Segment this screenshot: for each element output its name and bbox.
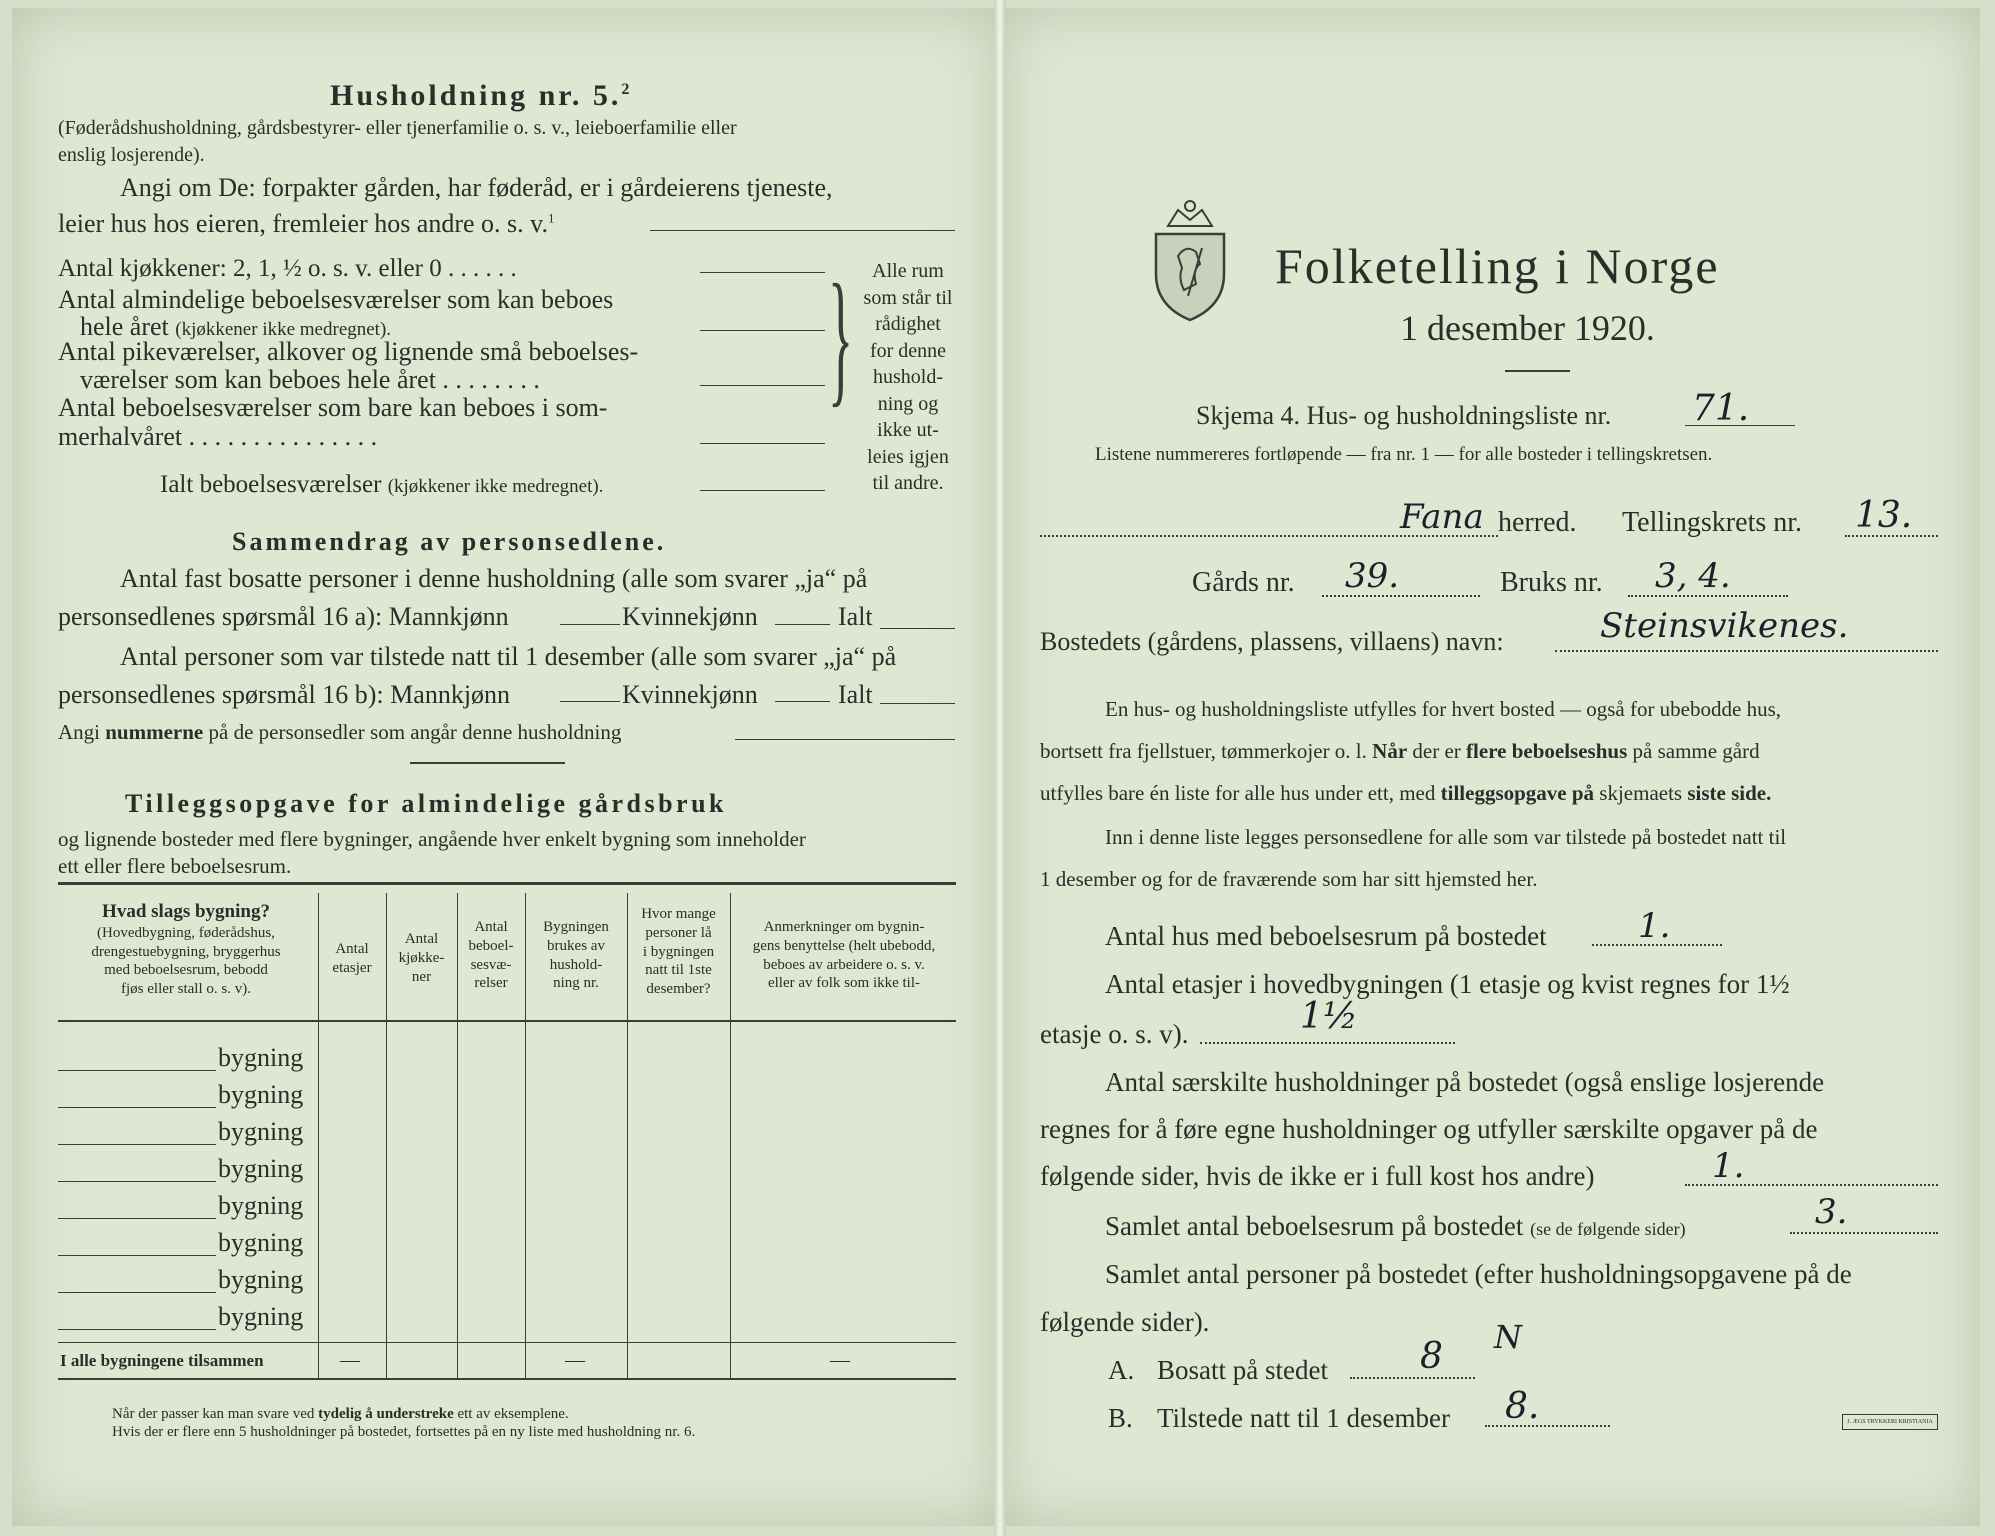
a-value[interactable]: 8 <box>1420 1336 1443 1377</box>
side-note-line: ikke ut- <box>877 419 939 441</box>
instr-bold: siste side. <box>1687 781 1772 805</box>
col-header-line: fjøs eller stall o. s. v). <box>121 981 251 997</box>
instructions-line2 <box>1040 740 1760 762</box>
alm-line2-small: (kjøkkener ikke medregnet). <box>175 319 392 340</box>
fast-line2: personsedlenes spørsmål 16 a): Mannkjønn <box>58 602 509 631</box>
antal-hus-label: Antal hus med beboelsesrum på bostedet <box>1105 921 1547 951</box>
side-note-brace: } <box>828 254 854 420</box>
samlet-rum-value[interactable]: 3. <box>1815 1192 1848 1232</box>
household-title <box>330 80 632 112</box>
skjema-label: Skjema 4. Hus- og husholdningsliste nr. <box>1196 401 1612 430</box>
gards-value[interactable]: 39. <box>1345 556 1400 596</box>
side-note-line: rådighet <box>875 313 941 335</box>
saerskilte-line3: følgende sider, hvis de ikke er i full kost hos andre) <box>1040 1161 1595 1191</box>
bruks-value[interactable]: 3, 4. <box>1655 556 1731 596</box>
tillegg-line1: og lignende bosteder med flere bygninger, angående hver enkelt bygning som inneholder <box>58 827 806 851</box>
b-label: B. <box>1108 1403 1133 1433</box>
antal-hus-value[interactable]: 1. <box>1638 906 1671 946</box>
kjokkener-answer-line[interactable] <box>700 272 825 273</box>
col-header-line: (Hovedbygning, føderådshus, <box>97 924 275 941</box>
table-header-rule <box>58 1020 956 1022</box>
table-row <box>58 1151 956 1188</box>
col-header-line: beboel- <box>468 937 514 954</box>
instr-bold: tilleggsopgave på <box>1440 781 1595 805</box>
tilstede-mann-answer[interactable] <box>560 701 620 702</box>
right-page <box>1000 8 1980 1526</box>
row-name-line[interactable] <box>58 1181 216 1182</box>
side-note-line: til andre. <box>872 472 944 494</box>
samlet-pers-line1: Samlet antal personer på bostedet (efter husholdningsopgavene på de <box>1105 1259 1852 1289</box>
alm-line1: Antal almindelige beboelsesværelser som kan beboes <box>58 285 614 314</box>
row-name-line[interactable] <box>58 1292 216 1293</box>
col-header-line: kjøkke- <box>398 949 445 966</box>
bosted-label: Bostedets (gårdens, plassens, villaens) navn: <box>1040 627 1504 656</box>
alm-line2-text: hele året <box>80 312 169 341</box>
side-note-line: hushold- <box>873 366 943 388</box>
col-header-line: etasjer <box>332 959 372 976</box>
angi-answer-line[interactable] <box>650 230 955 231</box>
saerskilte-line1: Antal særskilte husholdninger på bostedet (også enslige losjerende <box>1105 1067 1825 1097</box>
side-note-line: leies igjen <box>867 445 949 468</box>
etasjer-answer-line[interactable] <box>1200 1042 1455 1044</box>
alm-answer-line[interactable] <box>700 330 825 331</box>
row-name-line[interactable] <box>58 1144 216 1145</box>
tellingskrets-label: Tellingskrets nr. <box>1622 507 1803 538</box>
samlet-rum-small: (se de følgende sider) <box>1530 1219 1686 1239</box>
etasjer-line1: Antal etasjer i hovedbygningen (1 etasje og kvist regnes for 1½ <box>1105 969 1790 999</box>
row-label: bygning <box>218 1154 304 1183</box>
table-row <box>58 1040 956 1077</box>
total-dash-anmerkninger: — <box>830 1349 850 1371</box>
pike-line1: Antal pikeværelser, alkover og lignende små beboelses- <box>58 337 639 366</box>
fast-kvinne-label: Kvinnekjønn <box>622 602 758 631</box>
norway-coat-of-arms-icon <box>1148 196 1232 324</box>
nummerne-bold: nummerne <box>105 720 204 744</box>
col-header-line: i bygningen <box>642 943 715 960</box>
fast-mann-answer[interactable] <box>560 624 620 625</box>
side-note-line: for denne <box>869 339 947 362</box>
col-header-line: Antal <box>474 919 508 935</box>
col-header-line: Hvor mange <box>641 906 716 922</box>
gards-label: Gårds nr. <box>1192 567 1295 598</box>
instructions-line3 <box>1040 782 1771 804</box>
pike-line2: værelser som kan beboes hele året . . . . . . . . <box>80 365 540 394</box>
printer-stamp <box>1842 1414 1938 1430</box>
col-header-anmerkninger <box>733 918 955 993</box>
bosted-value[interactable]: Steinsvikenes. <box>1600 606 1849 646</box>
angi-line2-text: leier hus hos eieren, fremleier hos andre o. s. v. <box>58 209 548 238</box>
ialt-rum-small: (kjøkkener ikke medregnet). <box>387 476 604 497</box>
row-name-line[interactable] <box>58 1070 216 1071</box>
table-bottom-rule <box>58 1378 956 1380</box>
table-row <box>58 1188 956 1225</box>
row-name-line[interactable] <box>58 1329 216 1330</box>
listene-note: Listene nummereres fortløpende — fra nr. 1 — for alle bosteder i tellingskretsen. <box>1095 444 1713 465</box>
footnote-pre: Når der passer kan man svare ved <box>112 1406 319 1422</box>
col-header-line: Antal <box>335 941 369 957</box>
samlet-pers-line2: følgende sider). <box>1040 1307 1210 1337</box>
table-row <box>58 1299 956 1336</box>
nummerne-pre: Angi <box>58 720 106 744</box>
census-date: 1 desember 1920. <box>1400 308 1655 348</box>
a-text: Bosatt på stedet <box>1157 1355 1328 1385</box>
bosted-answer-line[interactable] <box>1555 650 1938 652</box>
instr-text: på samme gård <box>1627 739 1760 763</box>
tillegg-line2: ett eller flere beboelsesrum. <box>58 854 292 878</box>
b-text: Tilstede natt til 1 desember <box>1157 1403 1450 1433</box>
tilstede-kvinne-label: Kvinnekjønn <box>622 680 758 709</box>
col-header-line: Anmerkninger om bygnin- <box>763 919 925 935</box>
footnote-line1 <box>112 1407 569 1423</box>
footnote-post: ett av eksemplene. <box>453 1406 569 1422</box>
fast-ialt-label: Ialt <box>838 602 873 631</box>
col-header-line: hushold- <box>549 956 603 973</box>
bruks-label: Bruks nr. <box>1500 567 1603 598</box>
instructions-line1: En hus- og husholdningsliste utfylles for hvert bosted — også for ubebodde hus, <box>1105 697 1781 721</box>
col-header-line: Antal <box>404 931 439 947</box>
row-label: bygning <box>218 1302 304 1331</box>
total-dash-beboelse: — <box>565 1349 585 1371</box>
instr-text: utfylles bare én liste for alle hus under ett, med <box>1040 781 1441 805</box>
instructions-line5: 1 desember og for de fraværende som har sitt hjemsted her. <box>1040 867 1538 891</box>
col-header-husholdning-nr <box>527 918 625 993</box>
fast-line1: Antal fast bosatte personer i denne husholdning (alle som svarer „ja“ på <box>120 564 868 593</box>
pike-answer-line[interactable] <box>700 385 825 386</box>
instr-text: bortsett fra fjellstuer, tømmerkojer o. l. <box>1040 739 1373 763</box>
household-paren-line1: (Føderådshusholdning, gårdsbestyrer- eller tjenerfamilie o. s. v., leieboerfamilie eller <box>58 117 737 139</box>
etasjer-line2: etasje o. s. v). <box>1040 1019 1189 1049</box>
household-paren-line2: enslig losjerende). <box>58 144 205 166</box>
fast-ialt-answer[interactable] <box>880 628 955 629</box>
tilstede-line1: Antal personer som var tilstede natt til 1 desember (alle som svarer „ja“ på <box>120 642 897 671</box>
kjokkener-label: Antal kjøkkener: 2, 1, ½ o. s. v. eller 0 . . . . . . <box>58 255 517 282</box>
col-header-line: ner <box>411 968 432 985</box>
household-title-text: Husholdning nr. 5. <box>330 79 622 112</box>
section-divider <box>410 762 565 764</box>
instr-bold: Når <box>1372 739 1408 763</box>
ialt-rum-label <box>160 472 603 498</box>
col-header-line: eller av folk som ikke til- <box>767 975 921 992</box>
row-label: bygning <box>218 1191 304 1220</box>
col-header-line: desember? <box>646 981 711 997</box>
herred-label: herred. <box>1498 507 1577 538</box>
page-fold <box>994 0 1006 1536</box>
col-header-beboelsesvaerelser <box>459 918 523 993</box>
tilstede-line2: personsedlenes spørsmål 16 b): Mannkjønn <box>58 680 511 709</box>
angi-line1: Angi om De: forpakter gården, har føderåd, er i gårdeierens tjeneste, <box>120 173 833 202</box>
herred-value[interactable]: Fana <box>1400 497 1484 537</box>
samlet-rum-label <box>1105 1212 1686 1240</box>
col-header-line: ning nr. <box>553 975 599 992</box>
table-top-rule <box>58 882 956 885</box>
row-name-line[interactable] <box>58 1107 216 1108</box>
samlet-rum-answer-line[interactable] <box>1790 1232 1938 1234</box>
a-label: A. <box>1108 1355 1135 1385</box>
col-header-line: natt til 1ste <box>645 962 712 979</box>
sommer-line1: Antal beboelsesværelser som bare kan beboes i som- <box>58 393 608 422</box>
col-header-line: brukes av <box>547 937 605 954</box>
nummerne-answer-line[interactable] <box>735 739 955 740</box>
a-answer-line[interactable] <box>1350 1377 1475 1379</box>
tilstede-ialt-label: Ialt <box>838 680 873 709</box>
total-dash-etasjer: — <box>340 1349 360 1371</box>
instr-bold: flere beboelseshus <box>1466 739 1628 763</box>
b-value[interactable]: 8. <box>1505 1386 1540 1427</box>
side-note-line: som står til <box>863 286 953 309</box>
col-header-bygning-title: Hvad slags bygning? <box>102 901 270 922</box>
table-row <box>58 1114 956 1151</box>
table-row <box>58 1225 956 1262</box>
saerskilte-line2: regnes for å føre egne husholdninger og utfyller særskilte opgaver på de <box>1040 1114 1818 1144</box>
fast-kvinne-answer[interactable] <box>775 624 830 625</box>
col-header-line: drengestuebygning, bryggerhus <box>91 943 281 960</box>
tilstede-kvinne-answer[interactable] <box>775 701 830 702</box>
nummerne-label <box>58 721 621 743</box>
tellingskrets-value[interactable]: 13. <box>1855 495 1913 536</box>
col-header-personer <box>629 905 728 999</box>
ialt-rum-text: Ialt beboelsesværelser <box>160 471 382 498</box>
table-row <box>58 1077 956 1114</box>
household-title-sup: 2 <box>621 81 633 98</box>
tilstede-ialt-answer[interactable] <box>880 703 955 704</box>
angi-line2 <box>58 210 554 237</box>
col-header-line: personer lå <box>645 924 712 941</box>
side-note-line: ning og <box>877 392 939 415</box>
table-total-top-rule <box>58 1342 956 1343</box>
nummerne-post: på de personsedler som angår denne husholdning <box>203 720 622 744</box>
instr-text: der er <box>1407 739 1467 763</box>
side-note-line: Alle rum <box>872 260 944 282</box>
row-name-line[interactable] <box>58 1255 216 1256</box>
row-label: bygning <box>218 1117 304 1146</box>
footnote-line2: Hvis der er flere enn 5 husholdninger på bostedet, fortsettes på en ny liste med husholdning nr. 6. <box>112 1424 696 1440</box>
etasjer-value[interactable]: 1½ <box>1300 996 1358 1037</box>
row-label: bygning <box>218 1080 304 1109</box>
col-header-bygning <box>58 900 314 999</box>
row-name-line[interactable] <box>58 1218 216 1219</box>
col-header-line: Bygningen <box>543 919 609 935</box>
saerskilte-value[interactable]: 1. <box>1712 1146 1745 1186</box>
row-label: bygning <box>218 1228 304 1257</box>
sammendrag-title: Sammendrag av personsedlene. <box>232 527 667 556</box>
col-header-line: med beboelsesrum, bebodd <box>104 962 268 979</box>
total-row-label: I alle bygningene tilsammen <box>60 1351 264 1370</box>
col-header-etasjer <box>320 940 384 978</box>
a-check-mark: N <box>1494 1318 1522 1356</box>
instructions-line4: Inn i denne liste legges personsedlene for alle som var tilstede på bostedet natt til <box>1105 825 1787 849</box>
col-header-line: beboes av arbeidere o. s. v. <box>763 956 925 973</box>
table-row <box>58 1262 956 1299</box>
row-label: bygning <box>218 1265 304 1294</box>
b-answer-line[interactable] <box>1485 1425 1610 1427</box>
main-title: Folketelling i Norge <box>1275 238 1720 294</box>
col-header-kjokkener <box>388 930 455 986</box>
angi-sup: 1 <box>547 210 555 226</box>
row-label: bygning <box>218 1043 304 1072</box>
title-rule <box>1505 370 1570 372</box>
col-header-line: sesvæ- <box>470 956 512 973</box>
skjema-value[interactable]: 71. <box>1692 388 1750 429</box>
footnote-bold: tydelig å understreke <box>318 1406 454 1422</box>
tillegg-title: Tilleggsopgave for almindelige gårdsbruk <box>125 789 728 818</box>
col-header-line: relser <box>474 975 508 992</box>
side-note <box>852 258 964 497</box>
sommer-line2: merhalvåret . . . . . . . . . . . . . . . <box>58 422 378 451</box>
ialt-rum-answer-line[interactable] <box>700 490 825 491</box>
col-header-line: gens benyttelse (helt ubebodd, <box>752 937 936 954</box>
printer-stamp-text: J. ÆGS TRYKKERI KRISTIANIA <box>1847 1419 1933 1425</box>
instr-text: skjemaets <box>1594 781 1688 805</box>
sommer-answer-line[interactable] <box>700 443 825 444</box>
samlet-rum-text: Samlet antal beboelsesrum på bostedet <box>1105 1211 1524 1241</box>
